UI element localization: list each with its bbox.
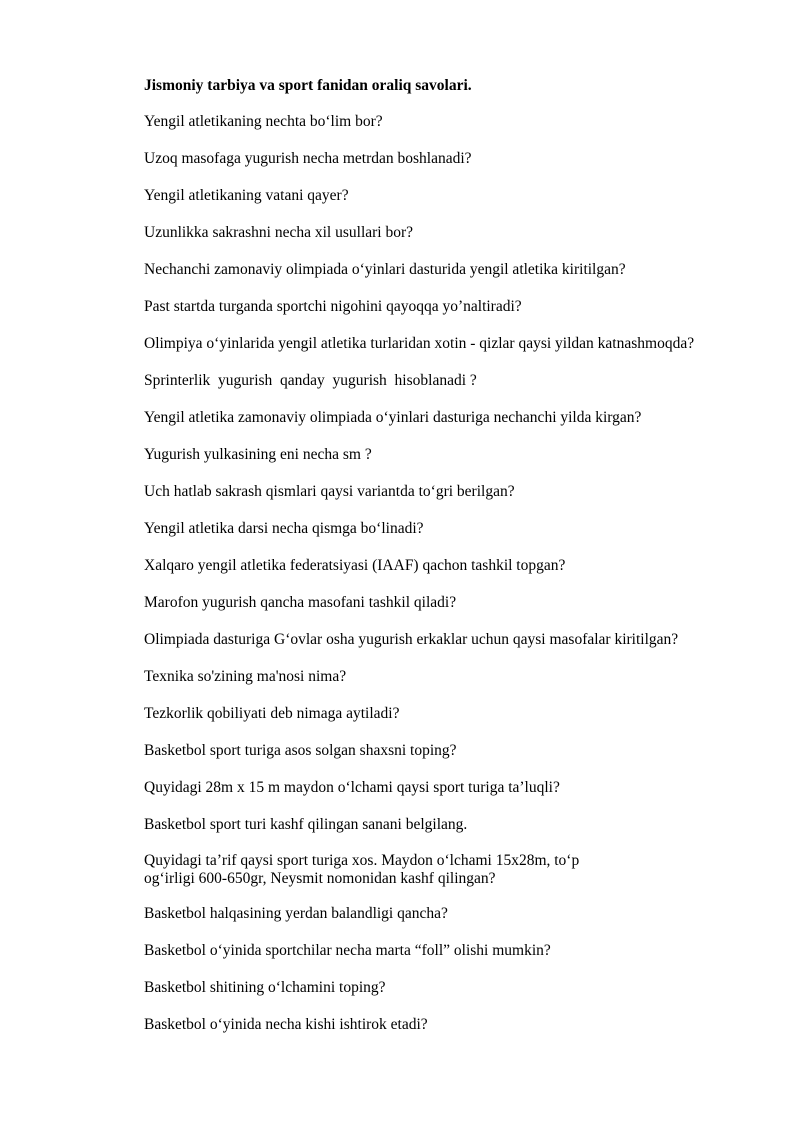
question-17: Tezkorlik qobiliyati deb nimaga aytiladi? xyxy=(144,705,400,722)
question-14: Marofon yugurish qancha masofani tashkil qiladi? xyxy=(144,594,457,611)
question-2: Uzoq masofaga yugurish necha metrdan boshlanadi? xyxy=(144,150,472,167)
question-1: Yengil atletikaning nechta bo‘lim bor? xyxy=(144,113,383,130)
question-11: Uch hatlab sakrash qismlari qaysi variantda to‘gri berilgan? xyxy=(144,483,515,500)
question-3: Yengil atletikaning vatani qayer? xyxy=(144,187,349,204)
question-23: Basketbol o‘yinida sportchilar necha marta “foll” olishi mumkin? xyxy=(144,942,551,959)
question-21: Quyidagi ta’rif qaysi sport turiga xos. Maydon o‘lchami 15x28m, to‘p og‘irligi 600-650gr, Neysmit nomonidan kashf qilingan? xyxy=(144,852,580,887)
question-12: Yengil atletika darsi necha qismga bo‘linadi? xyxy=(144,520,424,537)
document-title: Jismoniy tarbiya va sport fanidan oraliq savolari. xyxy=(144,77,472,94)
question-10: Yugurish yulkasining eni necha sm ? xyxy=(144,446,372,463)
question-16: Texnika so'zining ma'nosi nima? xyxy=(144,668,347,685)
question-8: Sprinterlik yugurish qanday yugurish hisoblanadi ? xyxy=(144,372,477,389)
question-9: Yengil atletika zamonaviy olimpiada o‘yinlari dasturiga nechanchi yilda kirgan? xyxy=(144,409,642,426)
question-25: Basketbol o‘yinida necha kishi ishtirok etadi? xyxy=(144,1016,428,1033)
question-20: Basketbol sport turi kashf qilingan sanani belgilang. xyxy=(144,816,468,833)
question-4: Uzunlikka sakrashni necha xil usullari bor? xyxy=(144,224,414,241)
question-13: Xalqaro yengil atletika federatsiyasi (IAAF) qachon tashkil topgan? xyxy=(144,557,566,574)
document-body xyxy=(144,76,744,1052)
question-19: Quyidagi 28m x 15 m maydon o‘lchami qaysi sport turiga ta’luqli? xyxy=(144,779,560,796)
question-list xyxy=(144,112,744,1035)
question-5: Nechanchi zamonaviy olimpiada o‘yinlari dasturida yengil atletika kiritilgan? xyxy=(144,261,626,278)
question-24: Basketbol shitining o‘lchamini toping? xyxy=(144,979,386,996)
question-7: Olimpiya o‘yinlarida yengil atletika turlaridan xotin - qizlar qaysi yildan katnashmoqda? xyxy=(144,335,695,352)
question-15: Olimpiada dasturiga G‘ovlar osha yugurish erkaklar uchun qaysi masofalar kiritilgan? xyxy=(144,631,679,648)
question-22: Basketbol halqasining yerdan balandligi qancha? xyxy=(144,905,448,922)
question-6: Past startda turganda sportchi nigohini qayoqqa yo’naltiradi? xyxy=(144,298,522,315)
question-18: Basketbol sport turiga asos solgan shaxsni toping? xyxy=(144,742,457,759)
